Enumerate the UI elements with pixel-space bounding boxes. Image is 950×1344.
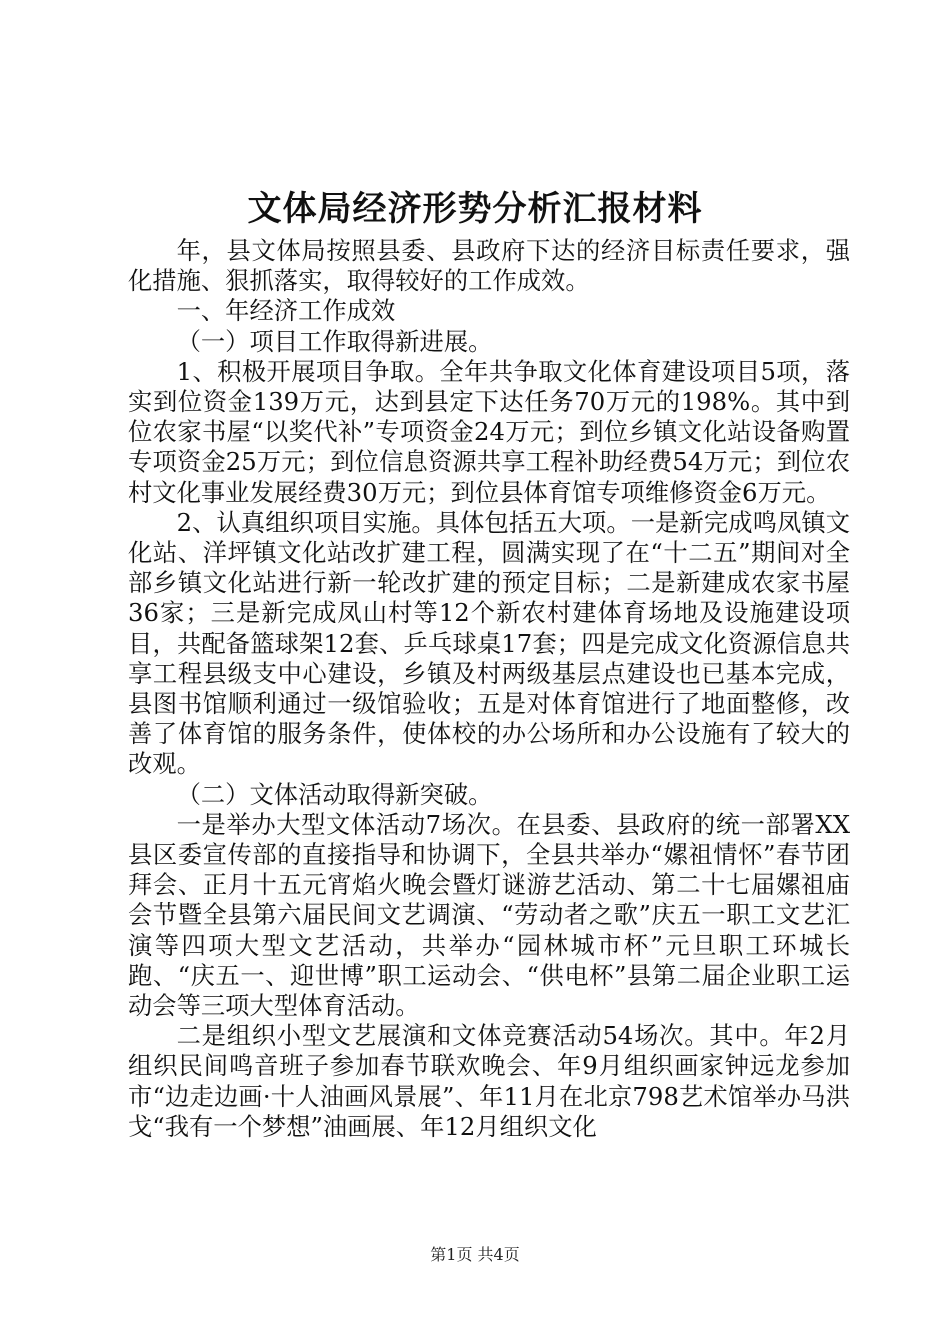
subsection-heading-1: （一）项目工作取得新进展。 xyxy=(176,326,493,356)
section-heading-1: 一、年经济工作成效 xyxy=(176,296,396,326)
document-title: 文体局经济形势分析汇报材料 xyxy=(247,189,703,229)
paragraph-small-events: 二是组织小型文艺展演和文体竞赛活动54场次。其中。年2月组织民间鸣音班子参加春节联欢晚会、年9月组织画家钟远龙参加市“边走边画·十人油画风景展”、年11月在北京798艺术馆举办马洪戈“我有一个梦想”油画展、年12月组织文化 xyxy=(128,1021,850,1141)
paragraph-project-implementation: 2、认真组织项目实施。具体包括五大项。一是新完成鸣凤镇文化站、洋坪镇文化站改扩建工程，圆满实现了在“十二五”期间对全部乡镇文化站进行新一轮改扩建的预定目标；二是新建成农家书屋36家；三是新完成凤山村等12个新农村建体育场地及设施建设项目，共配备篮球架12套、乒乓球桌17套；四是完成文化资源信息共享工程县级支中心建设，乡镇及村两级基层点建设也已基本完成，县图书馆顺利通过一级馆验收；五是对体育馆进行了地面整修，改善了体育馆的服务条件，使体校的办公场所和办公设施有了较大的改观。 xyxy=(128,507,850,779)
paragraph-intro: 年，县文体局按照县委、县政府下达的经济目标责任要求，强化措施、狠抓落实，取得较好的工作成效。 xyxy=(128,236,850,296)
paragraph-project-funding: 1、积极开展项目争取。全年共争取文化体育建设项目5项，落实到位资金139万元，达到县定下达任务70万元的198%。其中到位农家书屋“以奖代补”专项资金24万元；到位乡镇文化站设备购置专项资金25万元；到位信息资源共享工程补助经费54万元；到位农村文化事业发展经费30万元；到位县体育馆专项维修资金6万元。 xyxy=(128,356,850,507)
paragraph-large-events: 一是举办大型文体活动7场次。在县委、县政府的统一部署XX县区委宣传部的直接指导和协调下，全县共举办“嫘祖情怀”春节团拜会、正月十五元宵焰火晚会暨灯谜游艺活动、第二十七届嫘祖庙会节暨全县第六届民间文艺调演、“劳动者之歌”庆五一职工文艺汇演等四项大型文艺活动，共举办“园林城市杯”元旦职工环城长跑、“庆五一、迎世博”职工运动会、“供电杯”县第二届企业职工运动会等三项大型体育活动。 xyxy=(128,809,850,1021)
page-footer: 第1页 共4页 xyxy=(430,1245,520,1264)
subsection-heading-2: （二）文体活动取得新突破。 xyxy=(176,779,493,809)
document-body xyxy=(128,236,850,1142)
